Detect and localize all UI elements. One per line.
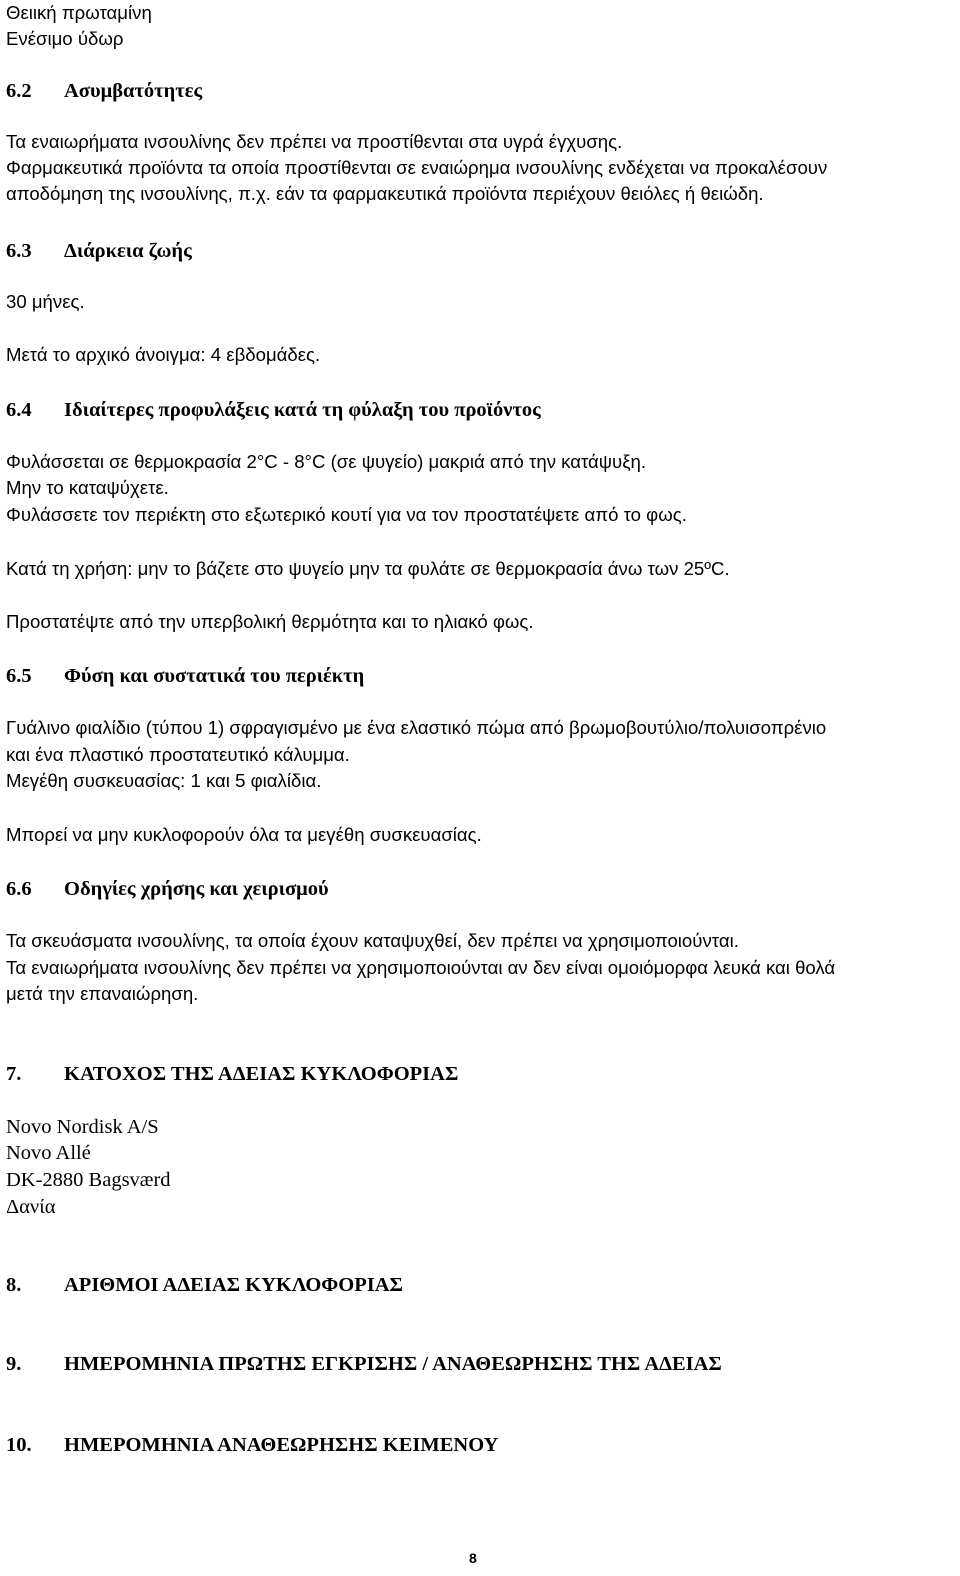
address-line: Novo Allé: [6, 1142, 91, 1164]
section-heading-8: [6, 1272, 403, 1298]
section-number: 6.2: [6, 80, 32, 102]
section-title: Διάρκεια ζωής: [64, 240, 192, 262]
section-heading-6-5: [6, 663, 364, 689]
section-number: 6.6: [6, 878, 32, 900]
section-title: Φύση και συστατικά του περιέκτη: [64, 665, 365, 687]
address-line: Novo Nordisk A/S: [6, 1116, 159, 1138]
section-heading-10: [6, 1432, 498, 1458]
paragraph-line: και ένα πλαστικό προστατευτικό κάλυμμα.: [6, 744, 350, 765]
paragraph-line: μετά την επαναιώρηση.: [6, 983, 199, 1004]
section-title: Ασυμβατότητες: [64, 80, 203, 102]
paragraph-line: Μετά το αρχικό άνοιγμα: 4 εβδομάδες.: [6, 344, 321, 365]
paragraph-line: Φυλάσσεται σε θερμοκρασία 2°C - 8°C (σε ψυγείο) μακριά από την κατάψυξη.: [6, 451, 647, 472]
paragraph-line: Φαρμακευτικά προϊόντα τα οποία προστίθενται σε εναιώρημα ινσουλίνης ενδέχεται να προκαλέσουν: [6, 157, 828, 178]
address-line: Δανία: [6, 1196, 56, 1218]
section-number: 6.3: [6, 240, 32, 262]
section-number: 6.4: [6, 399, 32, 421]
page-number: 8: [469, 1550, 477, 1566]
paragraph-line: Μην το καταψύχετε.: [6, 477, 169, 498]
excipient-line: Ενέσιμο ύδωρ: [6, 28, 124, 49]
section-number: 7.: [6, 1063, 22, 1085]
address-line: DK-2880 Bagsværd: [6, 1169, 171, 1191]
section-title: ΚΑΤΟΧΟΣ ΤΗΣ ΑΔΕΙΑΣ ΚΥΚΛΟΦΟΡΙΑΣ: [64, 1063, 459, 1085]
section-title: ΗΜΕΡΟΜΗΝΙΑ ΑΝΑΘΕΩΡΗΣΗΣ ΚΕΙΜΕΝΟΥ: [64, 1434, 499, 1456]
section-title: ΗΜΕΡΟΜΗΝΙΑ ΠΡΩΤΗΣ ΕΓΚΡΙΣΗΣ / ΑΝΑΘΕΩΡΗΣΗΣ ΤΗΣ ΑΔΕΙΑΣ: [64, 1353, 722, 1375]
section-heading-6-3: [6, 238, 192, 264]
section-heading-6-2: [6, 78, 202, 104]
paragraph-line: Μπορεί να μην κυκλοφορούν όλα τα μεγέθη συσκευασίας.: [6, 824, 482, 845]
section-title: Οδηγίες χρήσης και χειρισμού: [64, 878, 329, 900]
section-title: ΑΡΙΘΜΟΙ ΑΔΕΙΑΣ ΚΥΚΛΟΦΟΡΙΑΣ: [64, 1274, 403, 1296]
section-number: 6.5: [6, 665, 32, 687]
paragraph-line: αποδόμηση της ινσουλίνης, π.χ. εάν τα φαρμακευτικά προϊόντα περιέχουν θειόλες ή θειώδη.: [6, 183, 764, 204]
section-number: 8.: [6, 1274, 22, 1296]
section-number: 9.: [6, 1353, 22, 1375]
section-heading-9: [6, 1351, 722, 1377]
section-heading-6-6: [6, 876, 329, 902]
section-title: Ιδιαίτερες προφυλάξεις κατά τη φύλαξη του προϊόντος: [64, 399, 541, 421]
paragraph-line: Προστατέψτε από την υπερβολική θερμότητα και το ηλιακό φως.: [6, 611, 534, 632]
excipient-line: Θειική πρωταμίνη: [6, 2, 152, 23]
paragraph-line: Γυάλινο φιαλίδιο (τύπου 1) σφραγισμένο με ένα ελαστικό πώμα από βρωμοβουτύλιο/πολυισοπρένιο: [6, 717, 827, 738]
paragraph-line: Μεγέθη συσκευασίας: 1 και 5 φιαλίδια.: [6, 770, 322, 791]
paragraph-line: Τα σκευάσματα ινσουλίνης, τα οποία έχουν καταψυχθεί, δεν πρέπει να χρησιμοποιούνται.: [6, 930, 739, 951]
section-number: 10.: [6, 1434, 32, 1456]
paragraph-line: 30 μήνες.: [6, 291, 85, 312]
paragraph-line: Φυλάσσετε τον περιέκτη στο εξωτερικό κουτί για να τον προστατέψετε από το φως.: [6, 504, 687, 525]
section-heading-6-4: [6, 397, 541, 423]
paragraph-line: Τα εναιωρήματα ινσουλίνης δεν πρέπει να χρησιμοποιούνται αν δεν είναι ομοιόμορφα λευκά και θολά: [6, 957, 836, 978]
paragraph-line: Κατά τη χρήση: μην το βάζετε στο ψυγείο μην τα φυλάτε σε θερμοκρασία άνω των 25ºC.: [6, 558, 730, 579]
paragraph-line: Τα εναιωρήματα ινσουλίνης δεν πρέπει να προστίθενται στα υγρά έγχυσης.: [6, 131, 623, 152]
section-heading-7: [6, 1061, 458, 1087]
